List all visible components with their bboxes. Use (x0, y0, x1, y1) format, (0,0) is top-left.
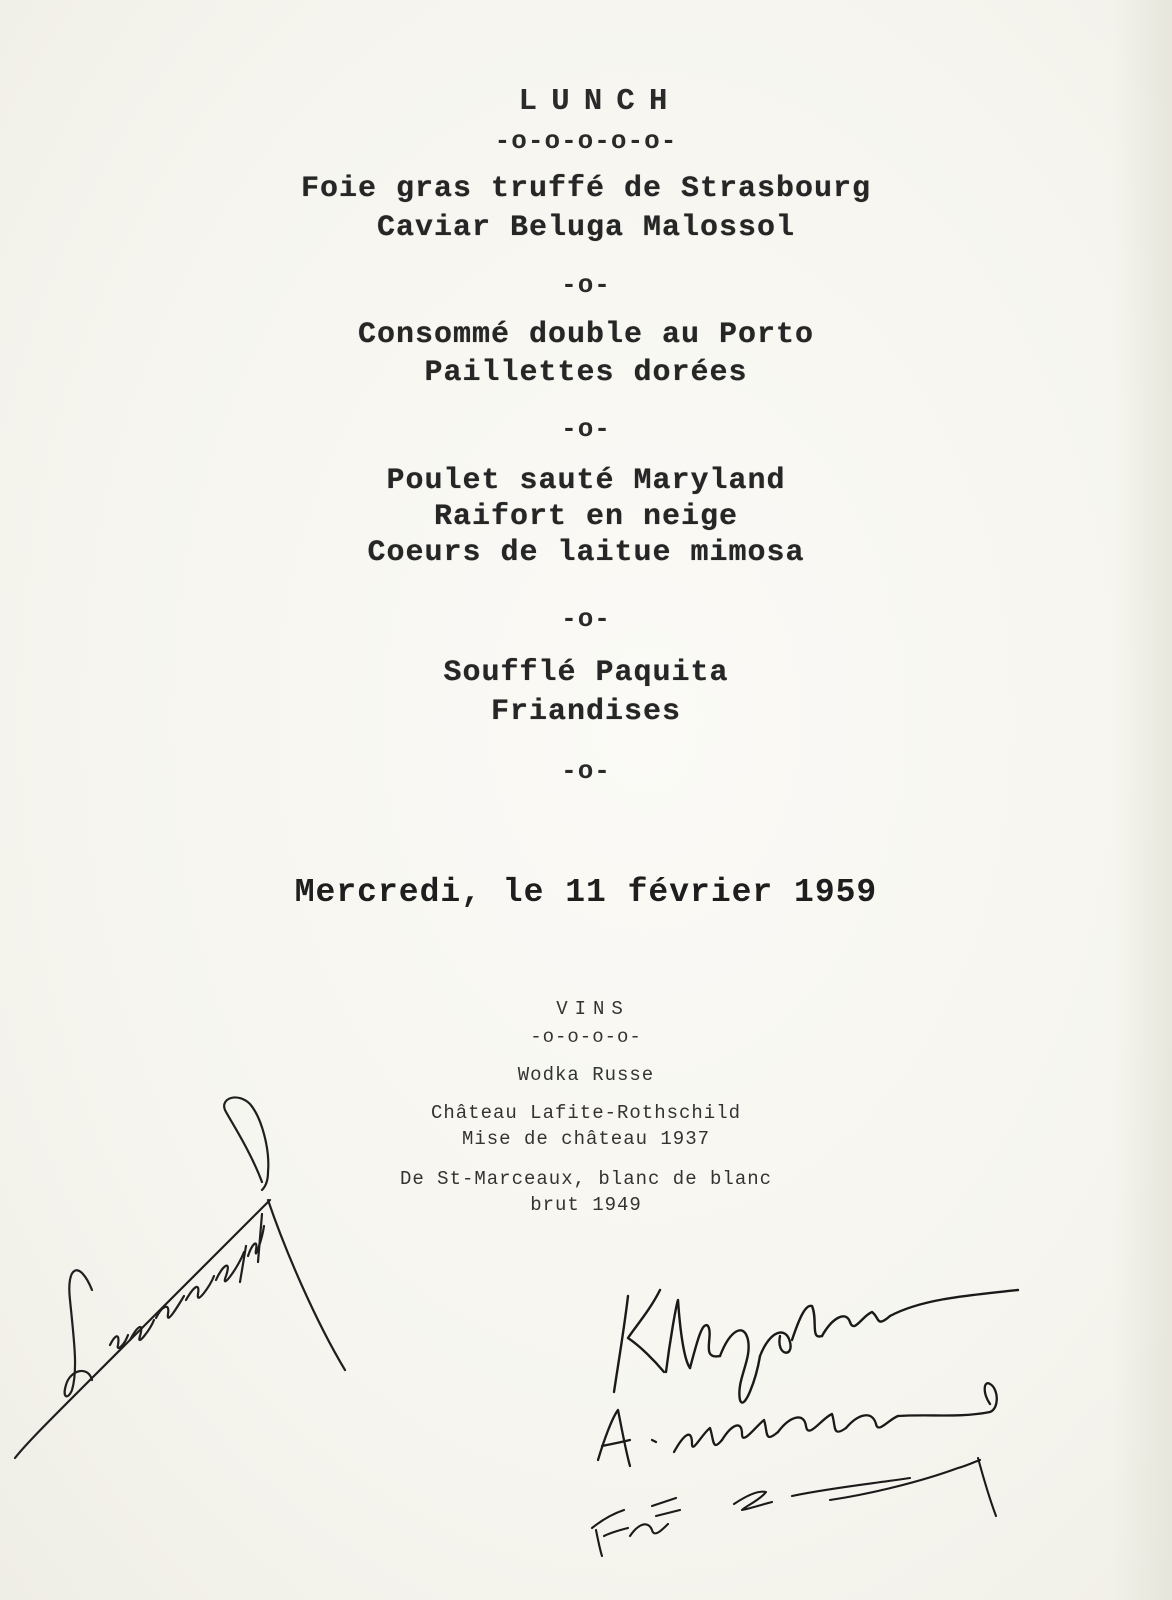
menu-date: Mercredi, le 11 février 1959 (294, 874, 878, 911)
course-1-line-2: Caviar Beluga Malossol (376, 211, 796, 245)
menu-title: LUNCH (518, 84, 682, 119)
signature-right-bottom (592, 1458, 996, 1556)
wines-separator: -o-o-o-o- (530, 1026, 642, 1048)
course-3-line-1: Poulet sauté Maryland (386, 464, 786, 498)
course-2-line-2: Paillettes dorées (424, 356, 748, 390)
course-separator: -o- (561, 414, 611, 444)
course-4-line-2: Friandises (490, 695, 682, 729)
course-3-line-2: Raifort en neige (433, 500, 739, 534)
course-3-line-3: Coeurs de laitue mimosa (367, 536, 805, 570)
wine-item-3-line-1: De St-Marceaux, blanc de blanc (399, 1168, 773, 1190)
course-2-line-1: Consommé double au Porto (357, 318, 815, 352)
wines-title: VINS (556, 998, 630, 1020)
wine-item-1: Wodka Russe (517, 1064, 655, 1086)
wine-item-2-line-2: Mise de château 1937 (461, 1128, 711, 1150)
wine-item-3-line-2: brut 1949 (530, 1194, 642, 1216)
course-separator: -o- (561, 756, 611, 786)
course-1-line-1: Foie gras truffé de Strasbourg (300, 172, 872, 206)
title-separator: -o-o-o-o-o- (494, 126, 678, 156)
course-4-line-1: Soufflé Paquita (443, 656, 729, 690)
signature-left (15, 1097, 345, 1458)
wine-item-2-line-1: Château Lafite-Rothschild (430, 1102, 742, 1124)
signature-right-top (614, 1290, 1018, 1403)
course-separator: -o- (561, 604, 611, 634)
signature-right-middle (598, 1383, 997, 1466)
course-separator: -o- (561, 270, 611, 300)
